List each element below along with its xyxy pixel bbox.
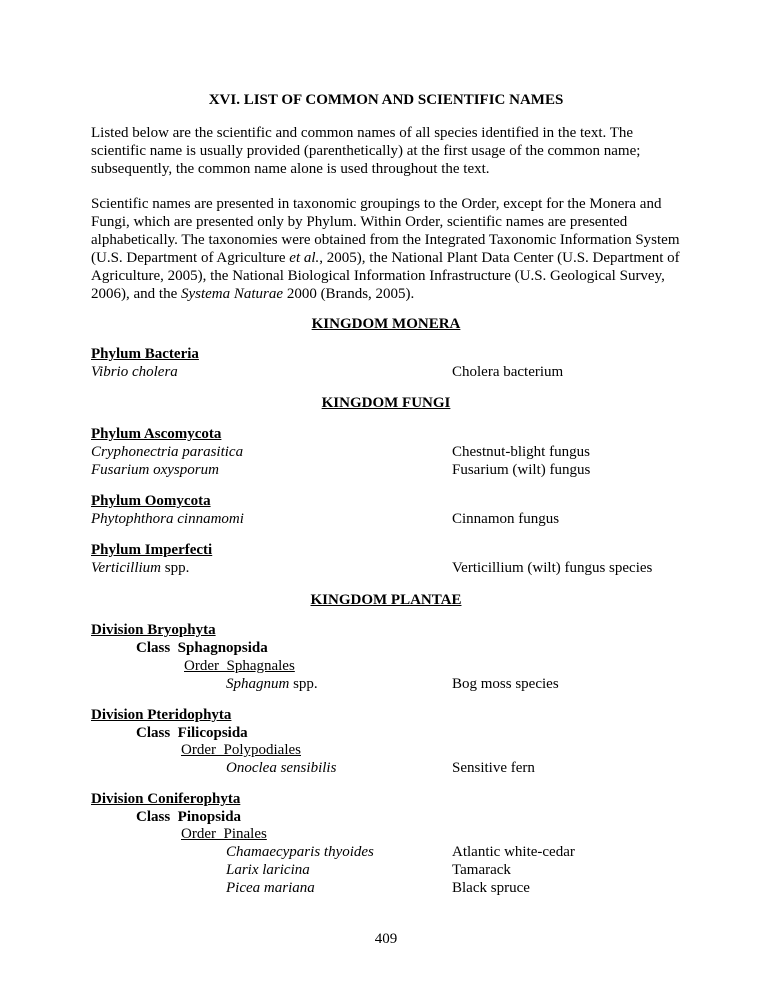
spp-suffix: spp. [161, 560, 190, 576]
phylum-heading [91, 425, 681, 443]
class-heading [91, 724, 681, 742]
intro-paragraph-1: Listed below are the scientific and common names of all species identified in the text. The scientific name is usually provided (parenthetically) at the first usage of the common name; subsequently, the common name alone is used throughout the text. [91, 125, 641, 177]
scientific-name: Phytophthora cinnamomi [91, 511, 244, 527]
spp-suffix: spp. [289, 676, 318, 692]
order-heading [91, 825, 681, 843]
common-name: Verticillium (wilt) fungus species [452, 560, 653, 576]
order-polypodiales: Order Polypodiales [181, 742, 301, 758]
phylum-heading [91, 345, 681, 363]
species-row [91, 879, 681, 897]
intro-paragraph-2 [91, 195, 681, 303]
scientific-name: Fusarium oxysporum [91, 462, 219, 478]
scientific-name: Larix laricina [226, 862, 310, 878]
scientific-name: Onoclea sensibilis [226, 760, 337, 776]
species-row [91, 843, 681, 861]
scientific-name [91, 559, 189, 577]
species-row [91, 461, 681, 479]
common-name: Bog moss species [452, 676, 559, 692]
phylum-ascomycota: Phylum Ascomycota [91, 426, 222, 442]
phylum-heading [91, 541, 681, 559]
order-heading [91, 741, 681, 759]
common-name: Atlantic white-cedar [452, 844, 575, 860]
class-pinopsida: Class Pinopsida [136, 809, 242, 825]
class-heading [91, 808, 681, 826]
intro-text-b: , 2005), the National Plant Data Center (U.S. Department of Agriculture, 2005), the National Biological Information Infrastructure (U.S. Geological Survey, 2006), and the [91, 250, 680, 302]
species-row [91, 510, 681, 528]
intro-text-c: 2000 (Brands, 2005). [283, 286, 415, 302]
class-heading [91, 639, 681, 657]
page-number: 409 [374, 931, 398, 947]
common-name: Cinnamon fungus [452, 511, 560, 527]
phylum-oomycota: Phylum Oomycota [91, 493, 211, 509]
species-row [91, 759, 681, 777]
intro-text-a: Scientific names are presented in taxonomic groupings to the Order, except for the Monera and Fungi, which are presented only by Phylum. Within Order, scientific names are presented alphabetically. The taxonomies were obtained from the Integrated Taxonomic Information System (U.S. Department of Agriculture [91, 196, 680, 266]
order-pinales: Order Pinales [181, 826, 267, 842]
division-bryophyta: Division Bryophyta [91, 622, 216, 638]
scientific-name: Picea mariana [226, 880, 315, 896]
page-title: XVI. LIST OF COMMON AND SCIENTIFIC NAMES [208, 92, 564, 108]
intro-text-etal: et al. [289, 250, 320, 266]
species-row [91, 861, 681, 879]
kingdom-plantae-heading: KINGDOM PLANTAE [310, 592, 462, 608]
genus-name: Sphagnum [226, 676, 290, 692]
species-row [91, 443, 681, 461]
division-coniferophyta: Division Coniferophyta [91, 791, 241, 807]
common-name: Black spruce [452, 880, 530, 896]
species-row [91, 559, 681, 577]
species-row [91, 363, 681, 381]
common-name: Tamarack [452, 862, 511, 878]
scientific-name: Chamaecyparis thyoides [226, 844, 374, 860]
division-heading [91, 706, 681, 724]
class-sphagnopsida: Class Sphagnopsida [136, 640, 268, 656]
order-heading [91, 657, 681, 675]
scientific-name: Vibrio cholera [91, 364, 178, 380]
phylum-heading [91, 492, 681, 510]
species-row [91, 675, 681, 693]
division-heading [91, 790, 681, 808]
phylum-imperfecti: Phylum Imperfecti [91, 542, 213, 558]
intro-text-systema: Systema Naturae [180, 286, 284, 302]
kingdom-monera-heading: KINGDOM MONERA [311, 316, 461, 332]
scientific-name: Cryphonectria parasitica [91, 444, 244, 460]
class-filicopsida: Class Filicopsida [136, 725, 248, 741]
common-name: Sensitive fern [452, 760, 535, 776]
common-name: Cholera bacterium [452, 364, 564, 380]
scientific-name [226, 675, 318, 693]
common-name: Fusarium (wilt) fungus [452, 462, 591, 478]
division-heading [91, 621, 681, 639]
common-name: Chestnut-blight fungus [452, 444, 590, 460]
kingdom-fungi-heading: KINGDOM FUNGI [321, 395, 451, 411]
order-sphagnales: Order Sphagnales [184, 658, 295, 674]
division-pteridophyta: Division Pteridophyta [91, 707, 232, 723]
phylum-bacteria: Phylum Bacteria [91, 346, 199, 362]
genus-name: Verticillium [91, 560, 161, 576]
